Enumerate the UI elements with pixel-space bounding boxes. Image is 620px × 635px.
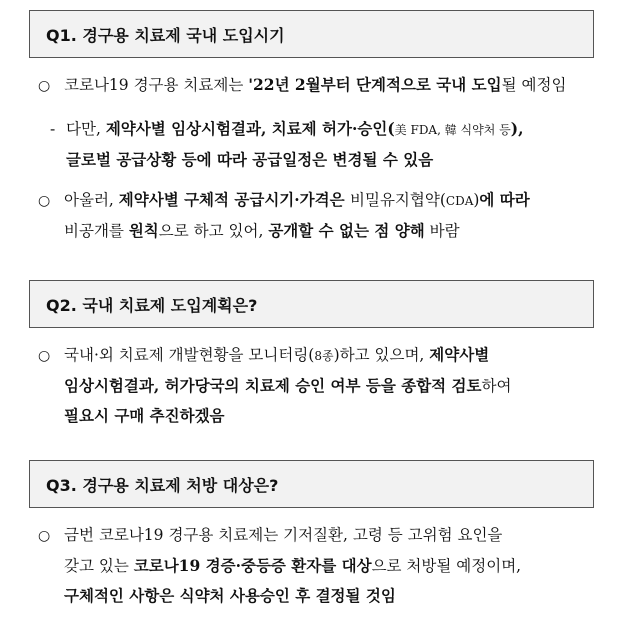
text: 하여	[481, 377, 512, 395]
dash-marker: -	[50, 120, 56, 138]
text: 금번 코로나19 경구용 치료제는 기저질환, 고령 등 고위험 요인을	[64, 526, 503, 544]
question-2-title: Q2. 국내 치료제 도입계획은?	[46, 295, 258, 315]
emphasis-text: 공개할 수 없는 점 양해	[268, 221, 425, 240]
emphasis-text: 제약사별 임상시험결과, 치료제 허가·승인(	[105, 119, 395, 138]
text: 아울러,	[64, 191, 119, 209]
question-2-heading	[29, 280, 594, 328]
q3-bullet-1	[38, 520, 598, 611]
bullet-marker: ○	[38, 78, 51, 94]
text: 비공개를	[64, 222, 129, 240]
q2-bullet-1-line-2	[38, 371, 598, 401]
q1-bullet-1-line-1	[38, 70, 598, 101]
small-text: 美 FDA, 韓 식약처 등	[394, 123, 511, 137]
emphasis-text: 제약사별	[429, 345, 490, 364]
q1-bullet-1	[38, 70, 598, 101]
text: )	[473, 191, 480, 209]
emphasis-text: 제약사별 구체적 공급시기·가격은	[118, 190, 350, 209]
question-1-title: Q1. 경구용 치료제 국내 도입시기	[46, 25, 285, 45]
q2-bullet-1-line-1	[38, 340, 598, 371]
text: 으로 처방될 예정이며,	[371, 557, 522, 575]
q3-bullet-1-line-3	[38, 581, 598, 611]
emphasis-text: '22년 2월부터 단계적으로 국내 도입	[248, 75, 502, 94]
q3-bullet-1-line-2	[38, 551, 598, 581]
bullet-marker: ○	[38, 528, 51, 544]
text: 될 예정임	[501, 76, 567, 94]
question-3-title: Q3. 경구용 치료제 처방 대상은?	[46, 475, 279, 495]
text: 비밀유지협약(	[350, 191, 446, 209]
question-1-heading	[29, 10, 594, 58]
bullet-marker: ○	[38, 348, 51, 364]
emphasis-text: 코로나19 경증·중등증 환자를 대상	[133, 556, 372, 575]
text: 국내·외 치료제 개발현황을 모니터링(	[64, 346, 315, 364]
q1-sub-line-2	[50, 145, 610, 175]
small-text: 8종	[314, 349, 334, 363]
q1-sub-item	[50, 114, 610, 175]
emphasis-text: 임상시험결과, 허가당국의 치료제 승인 여부 등을 종합적 검토	[64, 376, 482, 395]
small-text: CDA	[445, 194, 474, 208]
q2-bullet-1	[38, 340, 598, 431]
q1-bullet-2-line-1	[38, 185, 598, 216]
text: 갖고 있는	[64, 557, 134, 575]
text: 코로나19 경구용 치료제는	[64, 76, 249, 94]
text: 바람	[424, 222, 460, 240]
q1-sub-line-1	[50, 114, 610, 145]
emphasis-text: 원칙	[128, 221, 159, 240]
q1-bullet-2	[38, 185, 598, 246]
question-3-heading	[29, 460, 594, 508]
emphasis-text: 구체적인 사항은 식약처 사용승인 후 결정될 것임	[64, 586, 396, 605]
emphasis-text: 에 따라	[479, 190, 530, 209]
bullet-marker: ○	[38, 193, 51, 209]
text: )하고 있으며,	[333, 346, 430, 364]
emphasis-text: 필요시 구매 추진하겠음	[64, 406, 225, 425]
text: 다만,	[66, 120, 106, 138]
q2-bullet-1-line-3	[38, 401, 598, 431]
emphasis-text: 글로벌 공급상황 등에 따라 공급일정은 변경될 수 있음	[66, 150, 434, 169]
q1-bullet-2-line-2	[38, 216, 598, 246]
emphasis-text: ),	[510, 119, 524, 138]
q3-bullet-1-line-1	[38, 520, 598, 551]
text: 으로 하고 있어,	[158, 222, 269, 240]
